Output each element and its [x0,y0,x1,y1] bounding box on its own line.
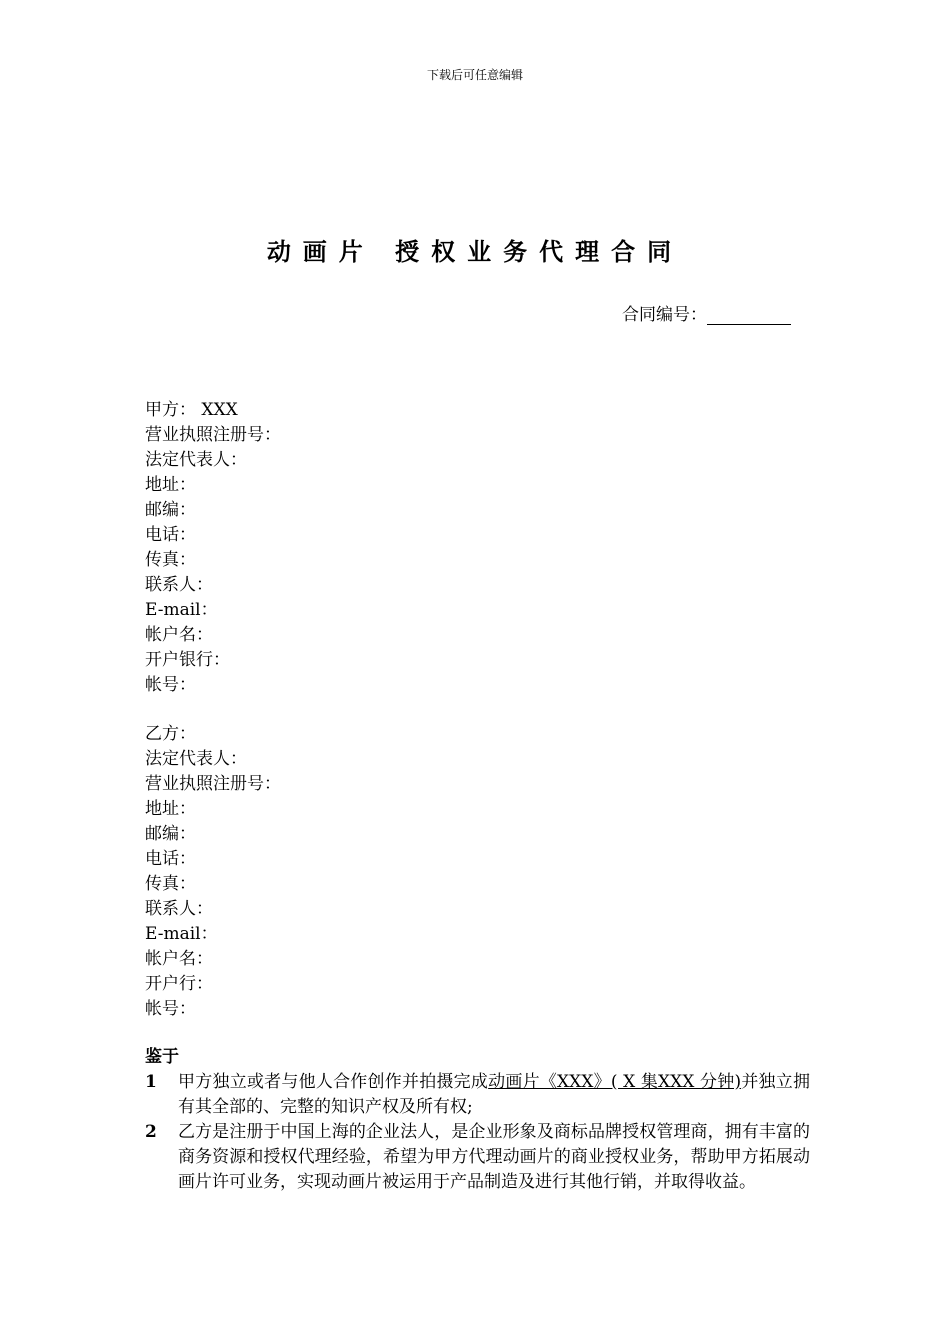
contract-number [622,300,791,325]
party-a-license-no: 营业执照注册号： [145,425,281,445]
party-b-account-no: 帐号： [145,999,196,1019]
party-a-email: E-mail： [145,600,218,620]
contract-number-label: 合同编号： [622,305,707,325]
clause-text: 并独立拥有其全部的、完整的知识产权及所有权; [178,1072,811,1117]
party-a-bank: 开户银行： [145,650,230,670]
clause-text: 甲方独立或者与他人合作创作并拍摄完成 [178,1072,489,1092]
animation-title-underlined: 动画片《XXX》( X 集XXX 分钟) [488,1072,742,1092]
party-a-account-name: 帐户名： [145,625,213,645]
party-a-contact: 联系人： [145,575,213,595]
party-b-license-no: 营业执照注册号： [145,774,281,794]
party-b-bank: 开户行： [145,974,213,994]
clause-text: 乙方是注册于中国上海的企业法人，是企业形象及商标品牌授权管理商，拥有丰富的商务资源和授权代理经验，希望为甲方代理动画片的商业授权业务，帮助甲方拓展动画片许可业务，实现动画片被运用于产品制造及进行其他行销，并取得收益。 [178,1122,810,1192]
party-a-postcode: 邮编： [145,500,196,520]
party-b-postcode: 邮编： [145,824,196,844]
party-b-legal-rep: 法定代表人： [145,749,247,769]
party-a-account-no: 帐号： [145,675,196,695]
party-b-name: 乙方： [145,724,196,744]
party-a-fax: 传真： [145,550,196,570]
party-b-phone: 电话： [145,849,196,869]
party-b-address: 地址： [145,799,196,819]
whereas-clause-1 [145,1070,810,1120]
whereas-heading: 鉴于 [145,1047,179,1067]
party-a-name: 甲方： XXX [145,400,238,420]
party-b-contact: 联系人： [145,899,213,919]
clause-number: 2 [145,1122,157,1142]
party-b-block [145,722,281,1022]
party-b-fax: 传真： [145,874,196,894]
contract-number-blank [707,306,791,325]
whereas-clause-2 [145,1120,810,1195]
party-a-legal-rep: 法定代表人： [145,450,247,470]
whereas-section [145,1044,810,1195]
party-a-address: 地址： [145,475,196,495]
party-b-email: E-mail： [145,924,218,944]
party-a-block [145,398,281,698]
header-note: 下载后可任意编辑 [426,68,523,82]
document-title: 动画片 授权业务代理合同 [266,237,684,266]
clause-number: 1 [145,1072,157,1092]
party-b-account-name: 帐户名： [145,949,213,969]
party-a-phone: 电话： [145,525,196,545]
